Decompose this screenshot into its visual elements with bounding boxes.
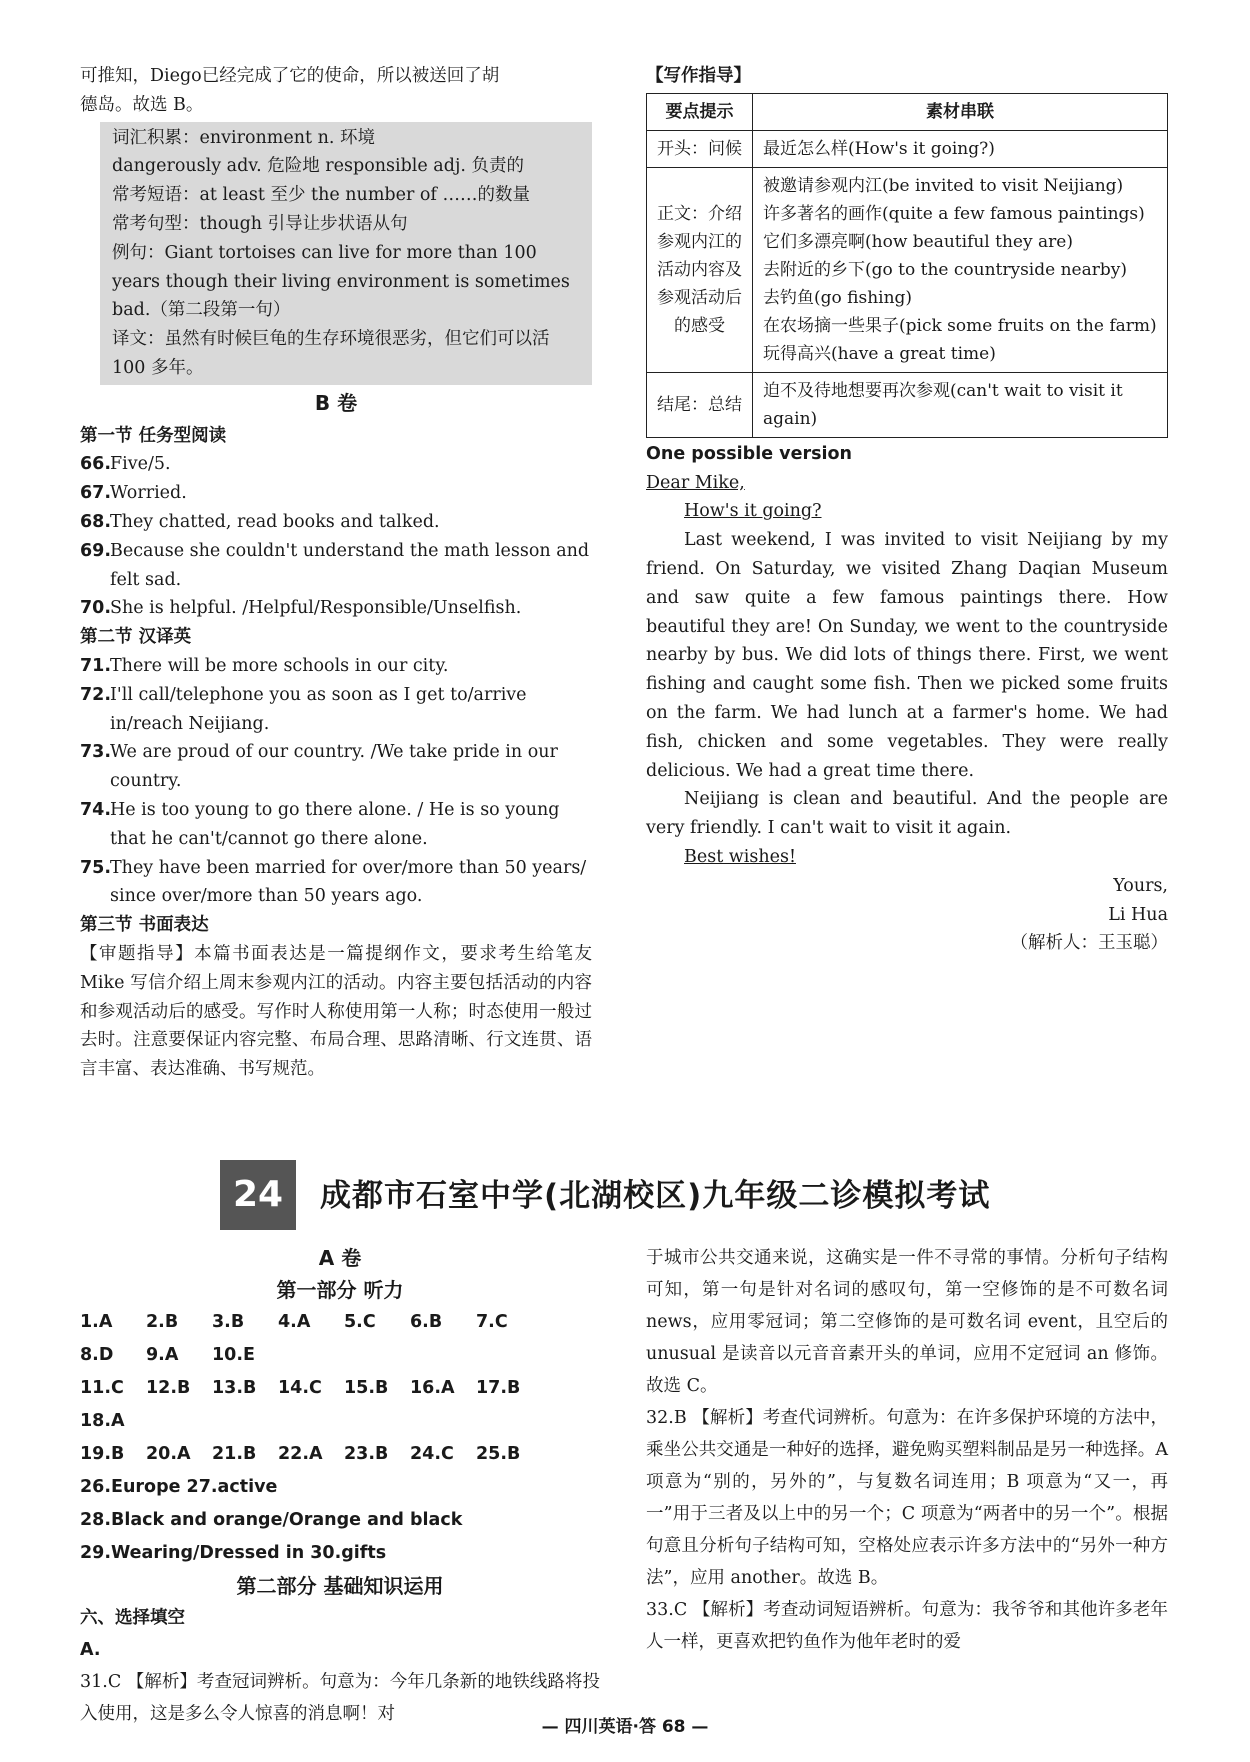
answer-number: 75. <box>80 857 112 878</box>
answer-text: Worried. <box>110 483 187 504</box>
answer-number: 66. <box>80 454 112 475</box>
mc-answer: 4.A <box>278 1312 311 1332</box>
mc-answer: 8.D <box>80 1345 114 1365</box>
fill-answer: 26.Europe 27.active <box>80 1477 278 1497</box>
answer-item <box>80 854 592 912</box>
mc-answer: 14.C <box>278 1378 322 1398</box>
greeting-text: How's it going? <box>684 501 822 522</box>
table-row <box>647 167 1168 372</box>
mc-answer: 16.A <box>410 1378 455 1398</box>
question-explanation: 33.C 【解析】考查动词短语辨析。句意为：我爷爷和其他许多老年人一样，更喜欢把钓鱼作为他年老时的爱 <box>646 1600 1168 1652</box>
mc-answer: 12.B <box>146 1378 191 1398</box>
table-value-line: 最近怎么样(How's it going?) <box>763 138 995 159</box>
writing-table <box>646 93 1168 438</box>
answer-item <box>80 594 592 623</box>
mc-row <box>80 1306 600 1372</box>
answer-text: She is helpful. /Helpful/Responsible/Unselfish. <box>110 598 522 619</box>
intro-line: 可推知，Diego已经完成了它的使命，所以被送回了胡 <box>80 66 500 86</box>
bottom-left-column <box>80 1242 600 1730</box>
mc-answer: 11.C <box>80 1378 124 1398</box>
mc-answer: 6.B <box>410 1312 443 1332</box>
mc-answer: 5.C <box>344 1312 376 1332</box>
answer-text: I'll call/telephone you as soon as I get to/arrive in/reach Neijiang. <box>110 684 527 734</box>
closing <box>646 843 1168 872</box>
table-value-line: 它们多漂亮啊(how beautiful they are) <box>763 231 1073 252</box>
table-header: 素材串联 <box>753 93 1168 130</box>
answer-item <box>80 652 592 681</box>
table-header: 要点提示 <box>647 93 753 130</box>
example-line: 例句：Giant tortoises can live for more than 100 years though their living environment is sometimes bad.（第二段第一句） <box>112 242 570 321</box>
signature: Li Hua <box>1108 904 1168 925</box>
vocab-line: dangerously adv. 危险地 responsible adj. 负责的 <box>112 156 524 177</box>
closing-text: Best wishes! <box>684 846 796 867</box>
exam-banner <box>220 1160 1130 1230</box>
mc-answers <box>80 1306 600 1471</box>
answer-number: 72. <box>80 684 112 705</box>
answer-text: Five/5. <box>110 454 171 475</box>
table-value-line: 许多著名的画作(quite a few famous paintings) <box>763 203 1145 224</box>
mc-answer: 18.A <box>80 1411 125 1431</box>
mc-answer: 2.B <box>146 1312 179 1332</box>
answer-number: 73. <box>80 742 112 763</box>
fill-answer: 29.Wearing/Dressed in 30.gifts <box>80 1543 387 1563</box>
answer-item <box>80 738 592 796</box>
version-title: One possible version <box>646 443 852 464</box>
mc-answer: 15.B <box>344 1378 389 1398</box>
a-volume-heading: A 卷 <box>318 1246 362 1270</box>
mc-answer: 22.A <box>278 1444 323 1464</box>
answer-item <box>80 479 592 508</box>
answer-item <box>80 681 592 739</box>
part-heading: 第一部分 听力 <box>276 1278 404 1302</box>
answer-text: They have been married for over/more than 50 years/ since over/more than 50 years ago. <box>110 857 587 907</box>
question-explanation: 31.C 【解析】考查冠词辨析。句意为：今年几条新的地铁线路将投入使用，这是多么令人惊喜的消息啊！对 <box>80 1672 600 1724</box>
table-value-cell <box>753 167 1168 372</box>
table-value-line: 在农场摘一些果子(pick some fruits on the farm) <box>763 315 1157 336</box>
mc-answer: 25.B <box>476 1444 521 1464</box>
writing-guide-heading: 【写作指导】 <box>646 66 751 86</box>
mc-answer: 13.B <box>212 1378 257 1398</box>
exam-title: 成都市石室中学(北湖校区)九年级二诊模拟考试 <box>320 1178 991 1214</box>
yours: Yours, <box>1113 875 1168 896</box>
pattern-line: 常考句型：though 引导让步状语从句 <box>112 213 408 234</box>
exam-number-badge: 24 <box>220 1160 296 1230</box>
mc-row <box>80 1438 600 1471</box>
answer-text: He is too young to go there alone. / He is so young that he can't/cannot go there alone. <box>110 799 560 849</box>
table-value-line: 玩得高兴(have a great time) <box>763 343 996 364</box>
table-row <box>647 372 1168 437</box>
salutation-text: Dear Mike, <box>646 472 745 493</box>
vocab-line: 词汇积累：environment n. 环境 <box>112 127 375 148</box>
intro-line: 德岛。故选 B。 <box>80 94 204 115</box>
question-explanation: 32.B 【解析】考查代词辨析。句意为：在许多保护环境的方法中，乘坐公共交通是一种好的选择，避免购买塑料制品是另一种选择。A 项意为“别的，另外的”，与复数名词连用；B 项意为“又一，再一”用于三者及以上中的另一个；C 项意为“两者中的另一个”。根据句意且分析句子结构可知，空格处应表示许多方法中的“另外一种方法”，应用 another。故选 B。 <box>646 1408 1168 1588</box>
answer-number: 71. <box>80 655 112 676</box>
translation-line: 译文：虽然有时候巨龟的生存环境很恶劣，但它们可以活 100 多年。 <box>112 329 550 378</box>
mc-answer: 24.C <box>410 1444 454 1464</box>
vocab-box <box>100 122 592 385</box>
table-value-line: 去钓鱼(go fishing) <box>763 287 913 308</box>
page-footer: — 四川英语·答 68 — <box>541 1717 709 1737</box>
answer-item <box>80 450 592 479</box>
mc-answer: 7.C <box>476 1312 508 1332</box>
analyst: （解析人：王玉聪） <box>1010 933 1168 954</box>
table-value-line: 被邀请参观内江(be invited to visit Neijiang) <box>763 175 1124 196</box>
answer-text: There will be more schools in our city. <box>110 655 449 676</box>
table-value-line: 去附近的乡下(go to the countryside nearby) <box>763 259 1127 280</box>
mc-answer: 17.B <box>476 1378 521 1398</box>
right-column <box>646 62 1168 958</box>
salutation <box>646 469 1168 498</box>
mc-answer: 1.A <box>80 1312 113 1332</box>
table-value-cell <box>753 372 1168 437</box>
bottom-right-column <box>646 1242 1168 1658</box>
answer-text: Because she couldn't understand the math lesson and felt sad. <box>110 540 590 590</box>
part-heading: 第二部分 基础知识运用 <box>236 1574 444 1598</box>
mc-row <box>80 1372 600 1438</box>
mc-answer: 19.B <box>80 1444 125 1464</box>
answer-item <box>80 537 592 595</box>
answer-number: 70. <box>80 598 112 619</box>
answer-item <box>80 508 592 537</box>
table-value-line: 迫不及待地想要再次参观(can't wait to visit it again) <box>763 380 1123 429</box>
answer-number: 69. <box>80 540 112 561</box>
mc-answer: 20.A <box>146 1444 191 1464</box>
answer-item <box>80 796 592 854</box>
table-value-cell <box>753 130 1168 167</box>
letter-paragraph: Last weekend, I was invited to visit Neijiang by my friend. On Saturday, we visited Zhang Daqian Museum and saw quite a few famous paintings there. How beautiful they are! On Sunday, we went to the countryside nearby by bus. We did lots of things there. First, we went fishing and caught some fish. Then we picked some fruits on the farm. We had lunch at a farmer's home. We had fish, chicken and some vegetables. They were really delicious. We had a great time there. <box>646 530 1168 781</box>
greeting <box>646 497 1168 526</box>
letter <box>646 469 1168 959</box>
guide-paragraph: 【审题指导】本篇书面表达是一篇提纲作文，要求考生给笔友 Mike 写信介绍上周末参观内江的活动。内容主要包括活动的内容和参观活动后的感受。写作时人称使用第一人称；时态使用一般过去时。注意要保证内容完整、布局合理、思路清晰、行文连贯、语言丰富、表达准确、书写规范。 <box>80 943 592 1080</box>
mc-answer: 21.B <box>212 1444 257 1464</box>
section-heading: 六、选择填空 <box>80 1608 185 1628</box>
section-heading: 第二节 汉译英 <box>80 627 192 648</box>
answers-list <box>80 450 592 623</box>
phrase-line: 常考短语：at least 至少 the number of ……的数量 <box>112 185 530 206</box>
answer-text: We are proud of our country. /We take pride in our country. <box>110 742 558 792</box>
table-key-cell: 结尾：总结 <box>647 372 753 437</box>
answer-text: They chatted, read books and talked. <box>110 511 440 532</box>
answer-number: 74. <box>80 799 112 820</box>
section-heading: 第一节 任务型阅读 <box>80 425 227 446</box>
mc-answer: 10.E <box>212 1345 255 1365</box>
table-row <box>647 130 1168 167</box>
mc-answer: 3.B <box>212 1312 245 1332</box>
mc-answer: 9.A <box>146 1345 179 1365</box>
b-volume-heading: B 卷 <box>314 390 358 415</box>
table-key-cell: 正文：介绍参观内江的活动内容及参观活动后的感受 <box>647 167 753 372</box>
subsection-label: A. <box>80 1640 101 1660</box>
question-explanation: 于城市公共交通来说，这确实是一件不寻常的事情。分析句子结构可知，第一句是针对名词的感叹句，第一空修饰的是不可数名词 news，应用零冠词；第二空修饰的是可数名词 event，且空后的 unusual 是读音以元音音素开头的单词，应用不定冠词 an 修饰。故选 C。 <box>646 1248 1168 1396</box>
mc-answer: 23.B <box>344 1444 389 1464</box>
left-column <box>80 62 592 1084</box>
fill-answer: 28.Black and orange/Orange and black <box>80 1510 463 1530</box>
section-heading: 第三节 书面表达 <box>80 915 209 936</box>
letter-paragraph: Neijiang is clean and beautiful. And the people are very friendly. I can't wait to visit it again. <box>646 789 1168 839</box>
table-key-cell: 开头：问候 <box>647 130 753 167</box>
answer-number: 68. <box>80 511 112 532</box>
answers-list <box>80 652 592 911</box>
answer-number: 67. <box>80 483 112 504</box>
